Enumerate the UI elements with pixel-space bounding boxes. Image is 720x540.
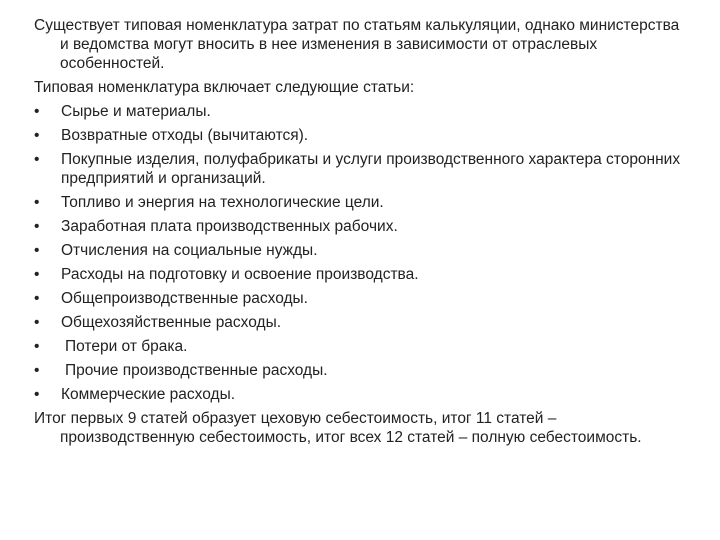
list-item-text: Коммерческие расходы. [61, 386, 236, 403]
list-item [34, 385, 684, 404]
list-item [34, 313, 684, 332]
list-intro-paragraph: Типовая номенклатура включает следующие статьи: [34, 79, 415, 96]
bullet-icon: • [34, 386, 40, 403]
slide-body [34, 16, 684, 452]
bullet-icon: • [34, 127, 40, 144]
list-item-text: Покупные изделия, полуфабрикаты и услуги производственного характера сторонних предприятий и организаций. [61, 151, 681, 187]
closing-paragraph: Итог первых 9 статей образует цеховую себестоимость, итог 11 статей – производственную себестоимость, итог всех 12 статей – полную себестоимость. [34, 410, 642, 446]
bullet-icon: • [34, 242, 40, 259]
list-item-text: Общехозяйственные расходы. [61, 314, 282, 331]
bullet-icon: • [34, 338, 40, 355]
list-item [34, 241, 684, 260]
list-item-text: Потери от брака. [65, 338, 188, 355]
list-item [34, 289, 684, 308]
cost-items-list [34, 102, 684, 404]
list-item [34, 150, 684, 188]
list-item-text: Отчисления на социальные нужды. [61, 242, 318, 259]
intro-paragraph: Существует типовая номенклатура затрат по статьям калькуляции, однако министерства и ведомства могут вносить в нее изменения в зависимости от отраслевых особенностей. [34, 17, 680, 72]
list-item-text: Расходы на подготовку и освоение производства. [61, 266, 419, 283]
list-item [34, 337, 684, 356]
list-item-text: Заработная плата производственных рабочих. [61, 218, 398, 235]
list-item [34, 193, 684, 212]
list-item-text: Прочие производственные расходы. [65, 362, 328, 379]
list-item-text: Общепроизводственные расходы. [61, 290, 308, 307]
bullet-icon: • [34, 151, 40, 168]
bullet-icon: • [34, 266, 40, 283]
list-item-text: Возвратные отходы (вычитаются). [61, 127, 309, 144]
list-item [34, 265, 684, 284]
list-item [34, 217, 684, 236]
bullet-icon: • [34, 314, 40, 331]
list-item-text: Топливо и энергия на технологические цели. [61, 194, 384, 211]
list-item [34, 361, 684, 380]
list-item [34, 126, 684, 145]
bullet-icon: • [34, 290, 40, 307]
bullet-icon: • [34, 218, 40, 235]
bullet-icon: • [34, 194, 40, 211]
bullet-icon: • [34, 103, 40, 120]
bullet-icon: • [34, 362, 40, 379]
list-item-text: Сырье и материалы. [61, 103, 211, 120]
list-item [34, 102, 684, 121]
